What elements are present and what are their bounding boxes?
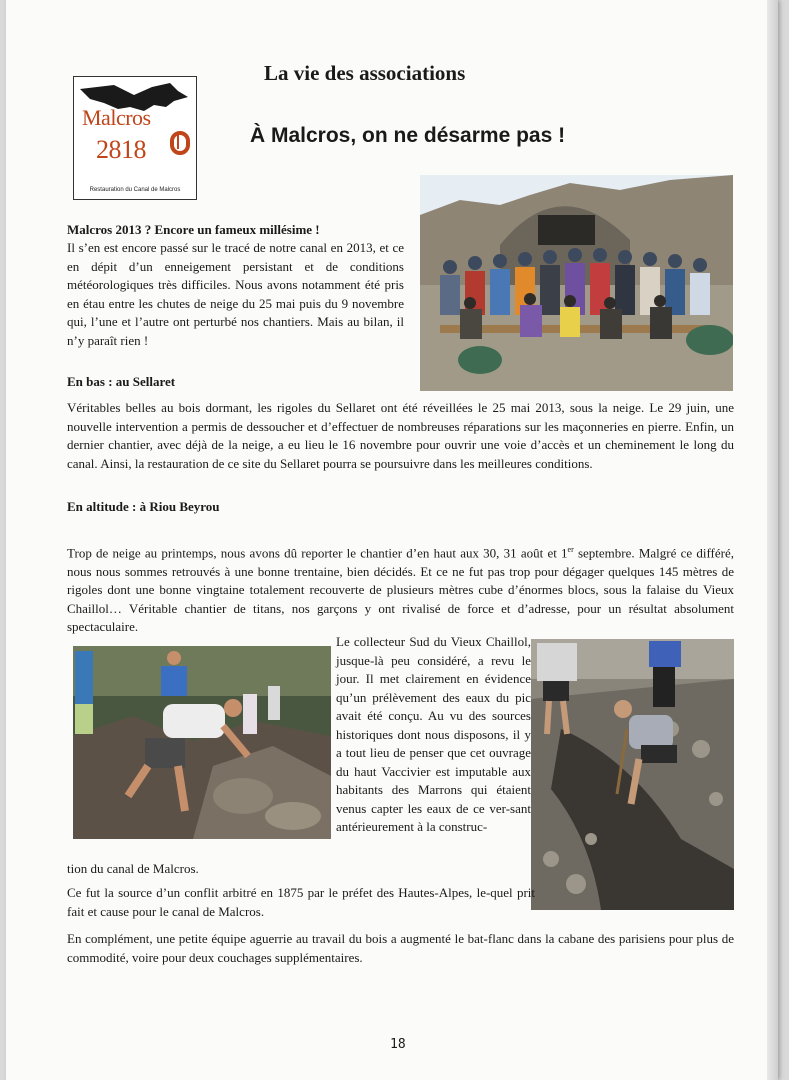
page-number: 18 [390,1037,406,1052]
riou-text-part2: septembre. Malgré ce différé, nous nous sommes retrouvés à une bonne trentaine, bien décidés. Et ce ne fut pas trop pour dégager quelques 145 mètres de rigoles dont une bonne vingtaine totalement recouverte de plusieurs mètres cube d’énormes blocs, sous la falaise du Vieux Chaillol… Véritable chantier de titans, nos garçons y ont rivalisé de force et d’adresse, pour un résultat absolument spectaculaire. [67,545,734,635]
riou-paragraph [67,541,734,637]
malcros-logo [73,76,197,200]
worksite-photo-right [531,639,734,910]
logo-name-line2: 2818 [96,135,146,164]
riou-superscript: er [567,545,574,554]
riou-text-part1: Trop de neige au printemps, nous avons dû reporter le chantier d’en haut aux 30, 31 août et 1 [67,545,568,561]
logo-caption: Restauration du Canal de Malcros [89,187,181,193]
sellaret-paragraph: Véritables belles au bois dormant, les rigoles du Sellaret ont été réveillées le 25 mai 2013, sous la neige. Le 29 juin, une nouvelle intervention a permis de dessoucher et d’effectuer de nombreuses réparations sur les maçonneries en pierre. Enfin, un dernier chantier, avec déjà de la neige, a eu lieu le 16 novembre pour ouvrir une voie d’accès et un cheminement le long du canal. Ainsi, la restauration de ce site du Sellaret pourra se poursuivre dans les meilleures conditions. [67,400,734,471]
intro-paragraph: Il s’en est encore passé sur le tracé de notre canal en 2013, et ce en dépit d’un enneigement persistant et de conditions météorologiques très difficiles. Nous avons notamment été pris en étau entre les chutes de neige du 25 mai puis du 9 novembre qui, l’une et l’autre ont perturbé nos chantiers. Mais au bilan, il n’y paraît rien ! [67,240,404,348]
section-label: La vie des associations [264,61,466,85]
worksite-photo-left [73,646,331,839]
complement-paragraph: En complément, une petite équipe aguerrie au travail du bois a augmenté le bat-flanc dans la cabane des parisiens pour plus de commodité, voire pour deux couchages supplémentaires. [67,931,734,965]
collecteur-tail: tion du canal de Malcros. [67,861,199,876]
intro-heading: Malcros 2013 ? Encore un fameux millésime ! [67,222,320,237]
page-edge [767,0,778,1080]
logo-name-line1: Malcros [82,105,151,130]
magazine-page [6,0,778,1080]
sellaret-heading: En bas : au Sellaret [67,374,176,389]
group-photo [420,175,733,391]
collecteur-paragraph: Le collecteur Sud du Vieux Chaillol, jusque-là peu considéré, a revu le jour. Il met clairement en évidence qu’un prélèvement des eaux du pic avait été conçu. Au vu des sources historiques dont nous disposons, il y a tout lieu de penser que cet ouvrage du haut Vaccivier est imputable aux habitants des Marrons qui étaient venus capter les eaux de ce ver-sant antérieurement à la construc- [336,634,531,834]
conflit-paragraph: Ce fut la source d’un conflit arbitré en 1875 par le préfet des Hautes-Alpes, le-quel prit fait et cause pour le canal de Malcros. [67,885,535,919]
riou-heading: En altitude : à Riou Beyrou [67,499,220,514]
article-headline: À Malcros, on ne désarme pas ! [250,124,566,147]
